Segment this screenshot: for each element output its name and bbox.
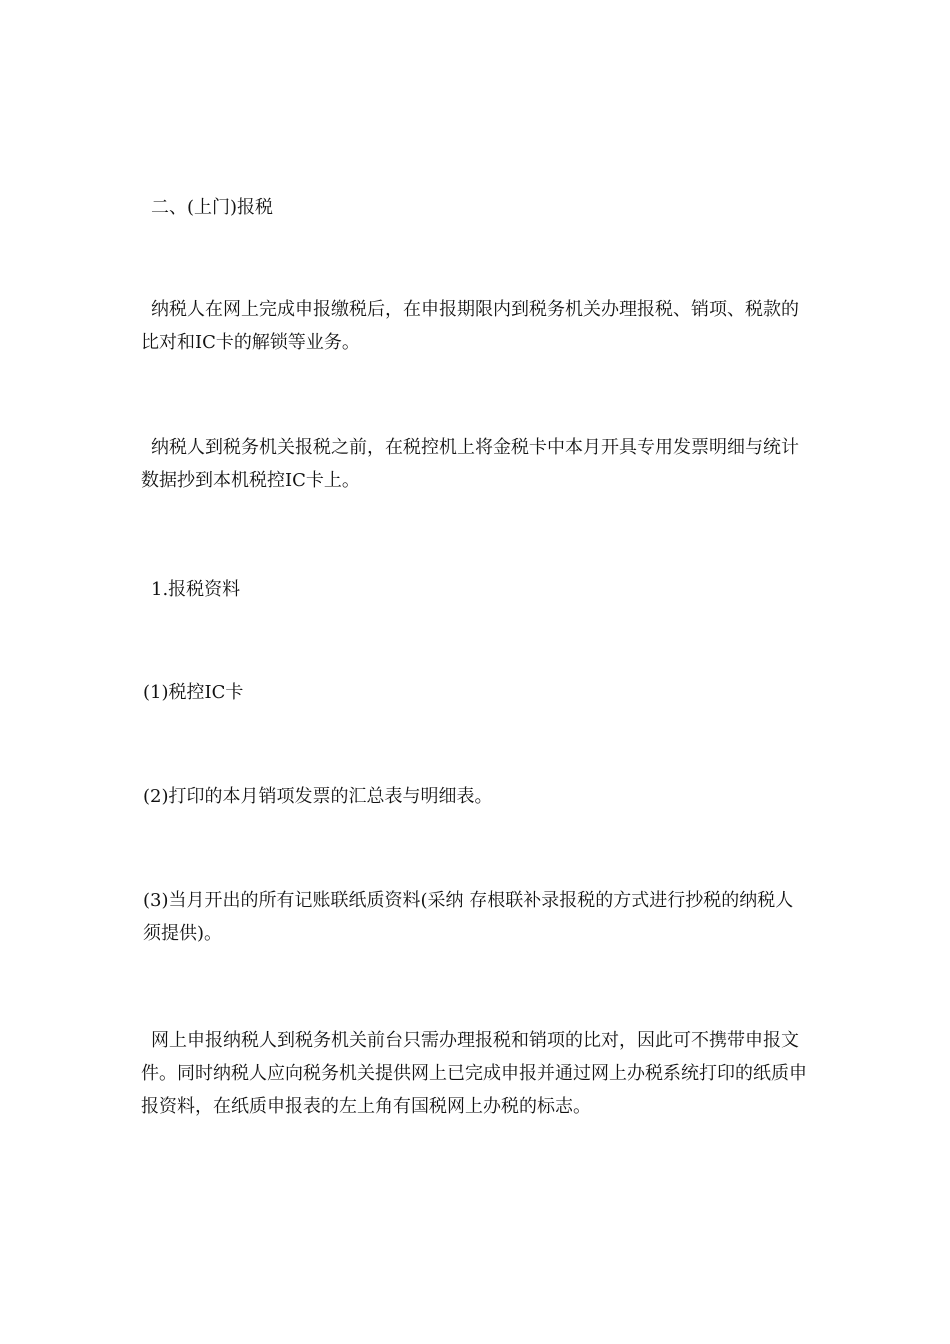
subsection-title: 1.报税资料: [151, 579, 241, 600]
list-item: (2)打印的本月销项发票的汇总表与明细表。: [143, 786, 493, 807]
list-item: (1)税控IC卡: [143, 682, 244, 703]
paragraph-online-filing: 纳税人在网上完成申报缴税后，在申报期限内到税务机关办理报税、销项、税款的比对和IC卡的解锁等业务。: [141, 299, 799, 353]
section-heading: 二、(上门)报税: [151, 197, 274, 218]
list-item: (3)当月开出的所有记账联纸质资料(采纳 存根联补录报税的方式进行抄税的纳税人须提供)。: [143, 890, 794, 944]
paragraph-before-filing: 纳税人到税务机关报税之前，在税控机上将金税卡中本月开具专用发票明细与统计数据抄到本机税控IC卡上。: [141, 437, 799, 491]
paragraph-front-desk: 网上申报纳税人到税务机关前台只需办理报税和销项的比对，因此可不携带申报文件。同时纳税人应向税务机关提供网上已完成申报并通过网上办税系统打印的纸质申报资料，在纸质申报表的左上角有国税网上办税的标志。: [141, 1030, 807, 1117]
